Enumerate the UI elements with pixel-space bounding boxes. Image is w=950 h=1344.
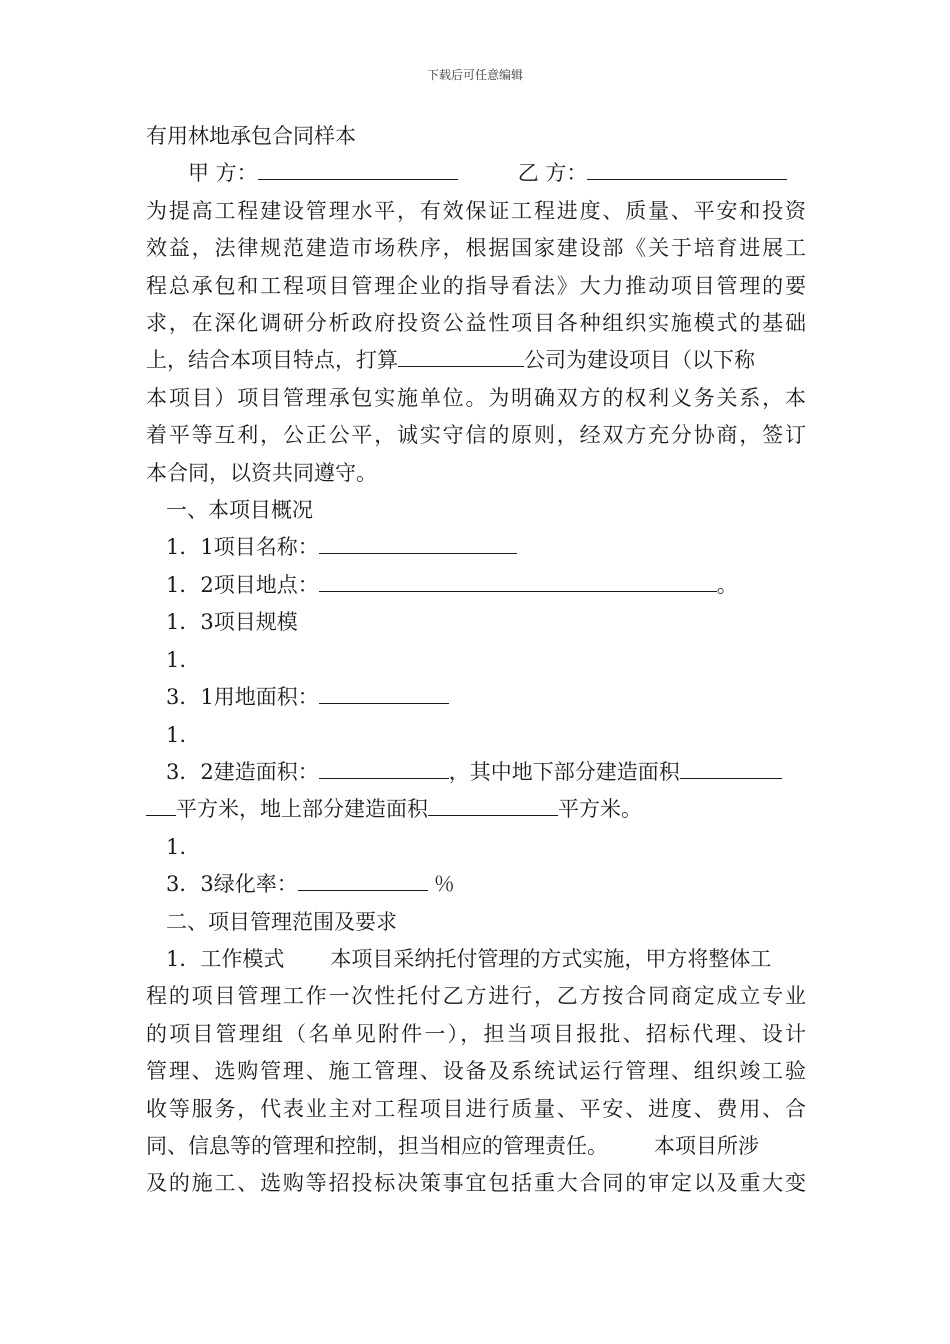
item-end: ％ xyxy=(433,872,455,897)
item-text: 本项目所涉 xyxy=(654,1133,759,1158)
project-location-blank xyxy=(319,569,717,592)
item-text: 本项目采纳托付管理的方式实施，甲方将整体工 xyxy=(330,946,772,971)
preamble-line: 着平等互利，公正公平，诚实守信的原则，经双方充分协商，签订 xyxy=(146,423,806,448)
preamble-line: 本项目）项目管理承包实施单位。为明确双方的权利义务关系，本 xyxy=(146,385,806,410)
party-b-label: 乙 方： xyxy=(517,161,588,186)
underground-area-blank xyxy=(680,756,782,779)
item-label: 3．3绿化率： xyxy=(166,872,298,897)
party-b-blank xyxy=(587,157,787,180)
preamble-line xyxy=(146,342,806,379)
section2-line: 及的施工、选购等招投标决策事宜包括重大合同的审定以及重大变 xyxy=(146,1171,806,1196)
item-project-scale: 1．3项目规模 xyxy=(166,610,298,635)
aboveground-area-blank xyxy=(428,793,558,816)
party-a-blank xyxy=(258,157,458,180)
item-end: 。 xyxy=(716,572,738,597)
section2-line xyxy=(146,941,806,978)
item-project-location xyxy=(146,567,806,604)
company-blank xyxy=(398,344,524,367)
land-area-blank xyxy=(319,681,449,704)
section2-line: 收等服务，代表业主对工程项目进行质量、平安、进度、费用、合 xyxy=(146,1096,806,1121)
item-label: 3．1用地面积： xyxy=(166,685,319,710)
item-text: 平方米，地上部分建造面积 xyxy=(176,797,428,822)
underground-area-blank-cont xyxy=(146,793,176,816)
item-green-rate xyxy=(146,866,806,903)
section-heading: 二、项目管理范围及要求 xyxy=(166,909,397,934)
header-note: 下载后可任意编辑 xyxy=(426,68,523,82)
preamble-line: 求，在深化调研分析政府投资公益性项目各种组织实施模式的基础 xyxy=(146,311,806,336)
preamble-line: 程总承包和工程项目管理企业的指导看法》大力推动项目管理的要 xyxy=(146,273,806,298)
item-label: 1．1项目名称： xyxy=(166,535,319,560)
preamble-text: 上，结合本项目特点，打算 xyxy=(146,348,398,373)
party-a-label: 甲 方： xyxy=(188,161,258,186)
project-name-blank xyxy=(319,531,517,554)
item-end: 平方米。 xyxy=(558,797,642,822)
section2-line xyxy=(146,1128,806,1165)
document-title: 有用林地承包合同样本 xyxy=(146,124,356,148)
item-building-area xyxy=(146,754,806,791)
item-number: 1. xyxy=(166,722,187,747)
preamble-text: 公司为建设项目（以下称 xyxy=(524,348,755,373)
item-building-area-cont xyxy=(146,791,806,828)
item-land-area xyxy=(146,679,806,716)
item-label: 3．2建造面积： xyxy=(166,759,319,784)
item-label: 1．2项目地点： xyxy=(166,572,319,597)
section2-line: 的项目管理组（名单见附件一），担当项目报批、招标代理、设计 xyxy=(146,1021,806,1046)
item-text: ，其中地下部分建造面积 xyxy=(448,759,680,784)
parties-line xyxy=(146,155,806,192)
preamble-line: 为提高工程建设管理水平，有效保证工程进度、质量、平安和投资 xyxy=(146,198,806,223)
item-number: 1. xyxy=(166,834,187,859)
section2-line: 管理、选购管理、施工管理、设备及系统试运行管理、组织竣工验 xyxy=(146,1059,806,1084)
preamble-line: 效益，法律规范建造市场秩序，根据国家建设部《关于培育进展工 xyxy=(146,236,806,261)
green-rate-blank xyxy=(298,868,428,891)
contract-body xyxy=(146,118,806,1203)
item-text: 同、信息等的管理和控制，担当相应的管理责任。 xyxy=(146,1133,608,1158)
item-number: 1. xyxy=(166,647,187,672)
item-project-name xyxy=(146,529,806,566)
preamble-line: 本合同，以资共同遵守。 xyxy=(146,460,377,485)
section-heading: 一、本项目概况 xyxy=(166,498,313,523)
section2-line: 程的项目管理工作一次性托付乙方进行，乙方按合同商定成立专业 xyxy=(146,984,806,1009)
item-label: 1．工作模式 xyxy=(166,946,285,971)
building-area-blank xyxy=(319,756,449,779)
